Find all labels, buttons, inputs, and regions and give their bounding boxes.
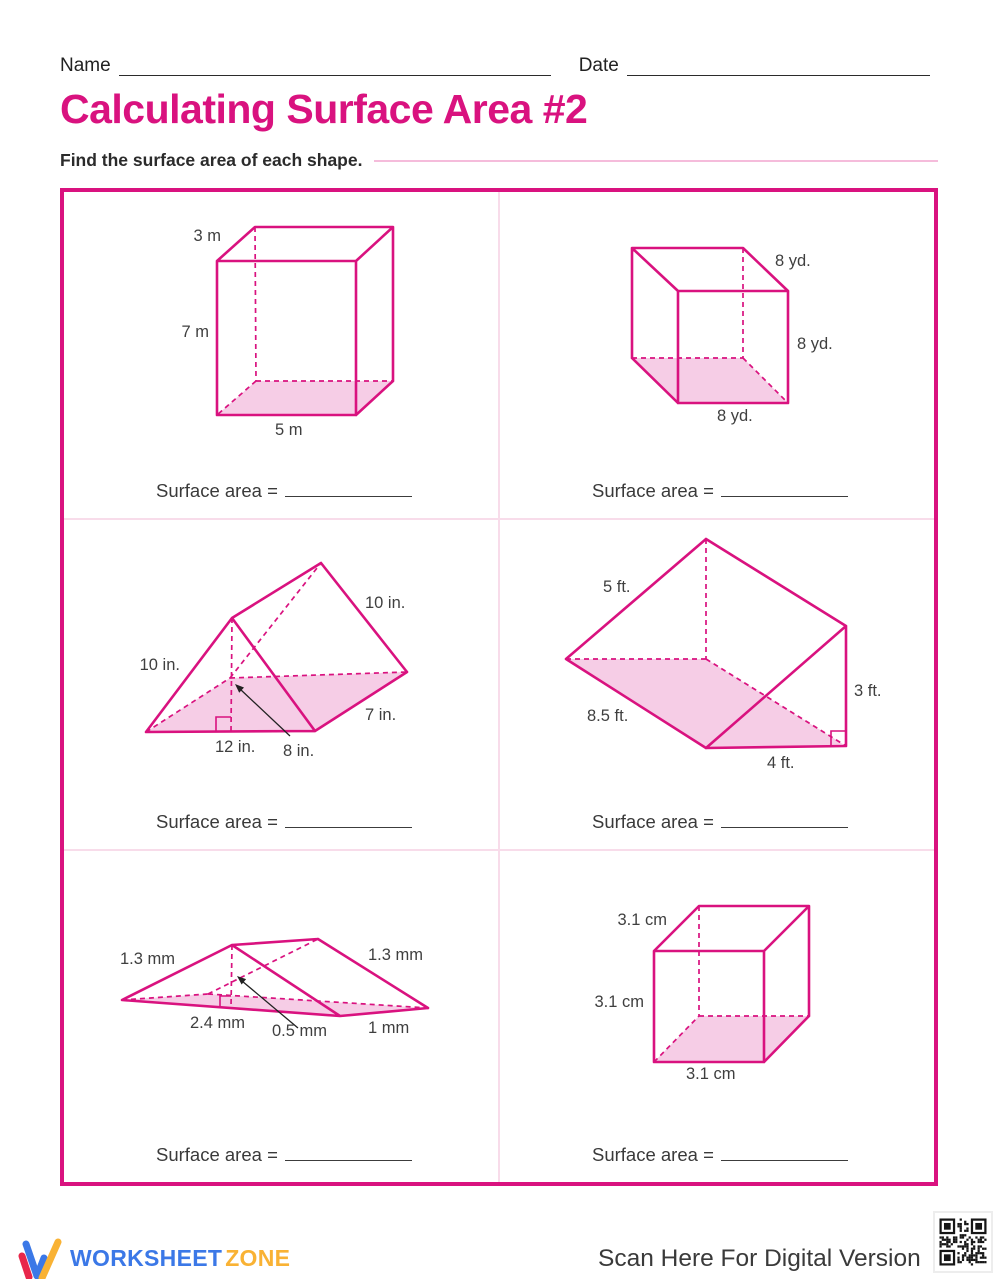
qr-code — [935, 1213, 991, 1271]
figure-triangular-prism — [64, 851, 498, 1182]
dimension-label: 3.1 cm — [594, 993, 644, 1011]
dimension-label: 10 in. — [139, 656, 180, 674]
answer-blank[interactable] — [721, 484, 848, 497]
shaded-base-face — [217, 381, 393, 415]
problem-cell-2 — [500, 192, 934, 518]
dimension-label: 1.3 mm — [119, 950, 175, 968]
problem-cell-4 — [500, 520, 934, 849]
answer-row — [592, 480, 848, 502]
dimension-label: 2.4 mm — [190, 1014, 246, 1032]
answer-row — [156, 811, 412, 833]
dimension-label: 7 m — [181, 323, 209, 341]
dimension-label: 8 yd. — [797, 335, 833, 353]
problem-cell-1 — [64, 192, 498, 518]
answer-blank[interactable] — [285, 1148, 412, 1161]
name-date-row — [60, 55, 930, 79]
dimension-label: 1 mm — [368, 1019, 410, 1037]
figure-cube — [500, 851, 934, 1182]
surface-area-label: Surface area = — [592, 480, 714, 501]
dimension-label: 5 m — [275, 421, 303, 439]
answer-blank[interactable] — [285, 484, 412, 497]
instruction-rule — [374, 160, 938, 162]
surface-area-label: Surface area = — [592, 811, 714, 832]
worksheetzone-logo — [18, 1234, 290, 1279]
shaded-base-face — [566, 659, 846, 748]
name-label: Name — [60, 55, 111, 76]
answer-row — [592, 811, 848, 833]
figure-cube — [500, 192, 934, 518]
answer-row — [592, 1144, 848, 1166]
dimension-label: 12 in. — [215, 738, 256, 756]
logo-text-zone: ZONE — [225, 1244, 291, 1271]
problems-grid — [60, 188, 938, 1186]
dimension-label: 8 yd. — [775, 252, 811, 270]
dimension-label: 3.1 cm — [617, 911, 667, 929]
dimension-label: 4 ft. — [767, 754, 795, 772]
surface-area-label: Surface area = — [592, 1144, 714, 1165]
answer-blank[interactable] — [285, 815, 412, 828]
dimension-label: 3 ft. — [854, 682, 882, 700]
answer-row — [156, 480, 412, 502]
logo-text-worksheet: WORKSHEET — [70, 1244, 223, 1271]
answer-blank[interactable] — [721, 1148, 848, 1161]
scan-here-text: Scan Here For Digital Version — [598, 1245, 921, 1272]
instruction-text: Find the surface area of each shape. — [60, 150, 363, 170]
surface-area-label: Surface area = — [156, 480, 278, 501]
name-blank-line[interactable] — [119, 75, 551, 76]
qr-code-box — [933, 1211, 993, 1273]
instruction-row — [60, 150, 938, 171]
dimension-label: 8.5 ft. — [587, 707, 629, 725]
figure-rectangular-prism — [64, 192, 498, 518]
problem-cell-6 — [500, 851, 934, 1182]
logo-mark-icon — [18, 1234, 64, 1279]
problem-cell-5 — [64, 851, 498, 1182]
answer-blank[interactable] — [721, 815, 848, 828]
page-title: Calculating Surface Area #2 — [60, 86, 588, 132]
dimension-label: 3 m — [193, 227, 221, 245]
surface-area-label: Surface area = — [156, 811, 278, 832]
dimension-label: 3.1 cm — [686, 1065, 736, 1083]
dimension-label: 10 in. — [365, 594, 406, 612]
figure-triangular-prism — [64, 520, 498, 849]
answer-row — [156, 1144, 412, 1166]
date-blank-line[interactable] — [627, 75, 930, 76]
figure-triangular-prism — [500, 520, 934, 849]
dimension-label: 7 in. — [365, 706, 397, 724]
dimension-label: 0.5 mm — [272, 1022, 328, 1040]
dimension-label: 8 in. — [283, 742, 315, 760]
surface-area-label: Surface area = — [156, 1144, 278, 1165]
dimension-label: 1.3 mm — [368, 946, 424, 964]
dimension-label: 8 yd. — [717, 407, 753, 425]
date-label: Date — [578, 55, 619, 76]
dimension-label: 5 ft. — [603, 578, 631, 596]
problem-cell-3 — [64, 520, 498, 849]
